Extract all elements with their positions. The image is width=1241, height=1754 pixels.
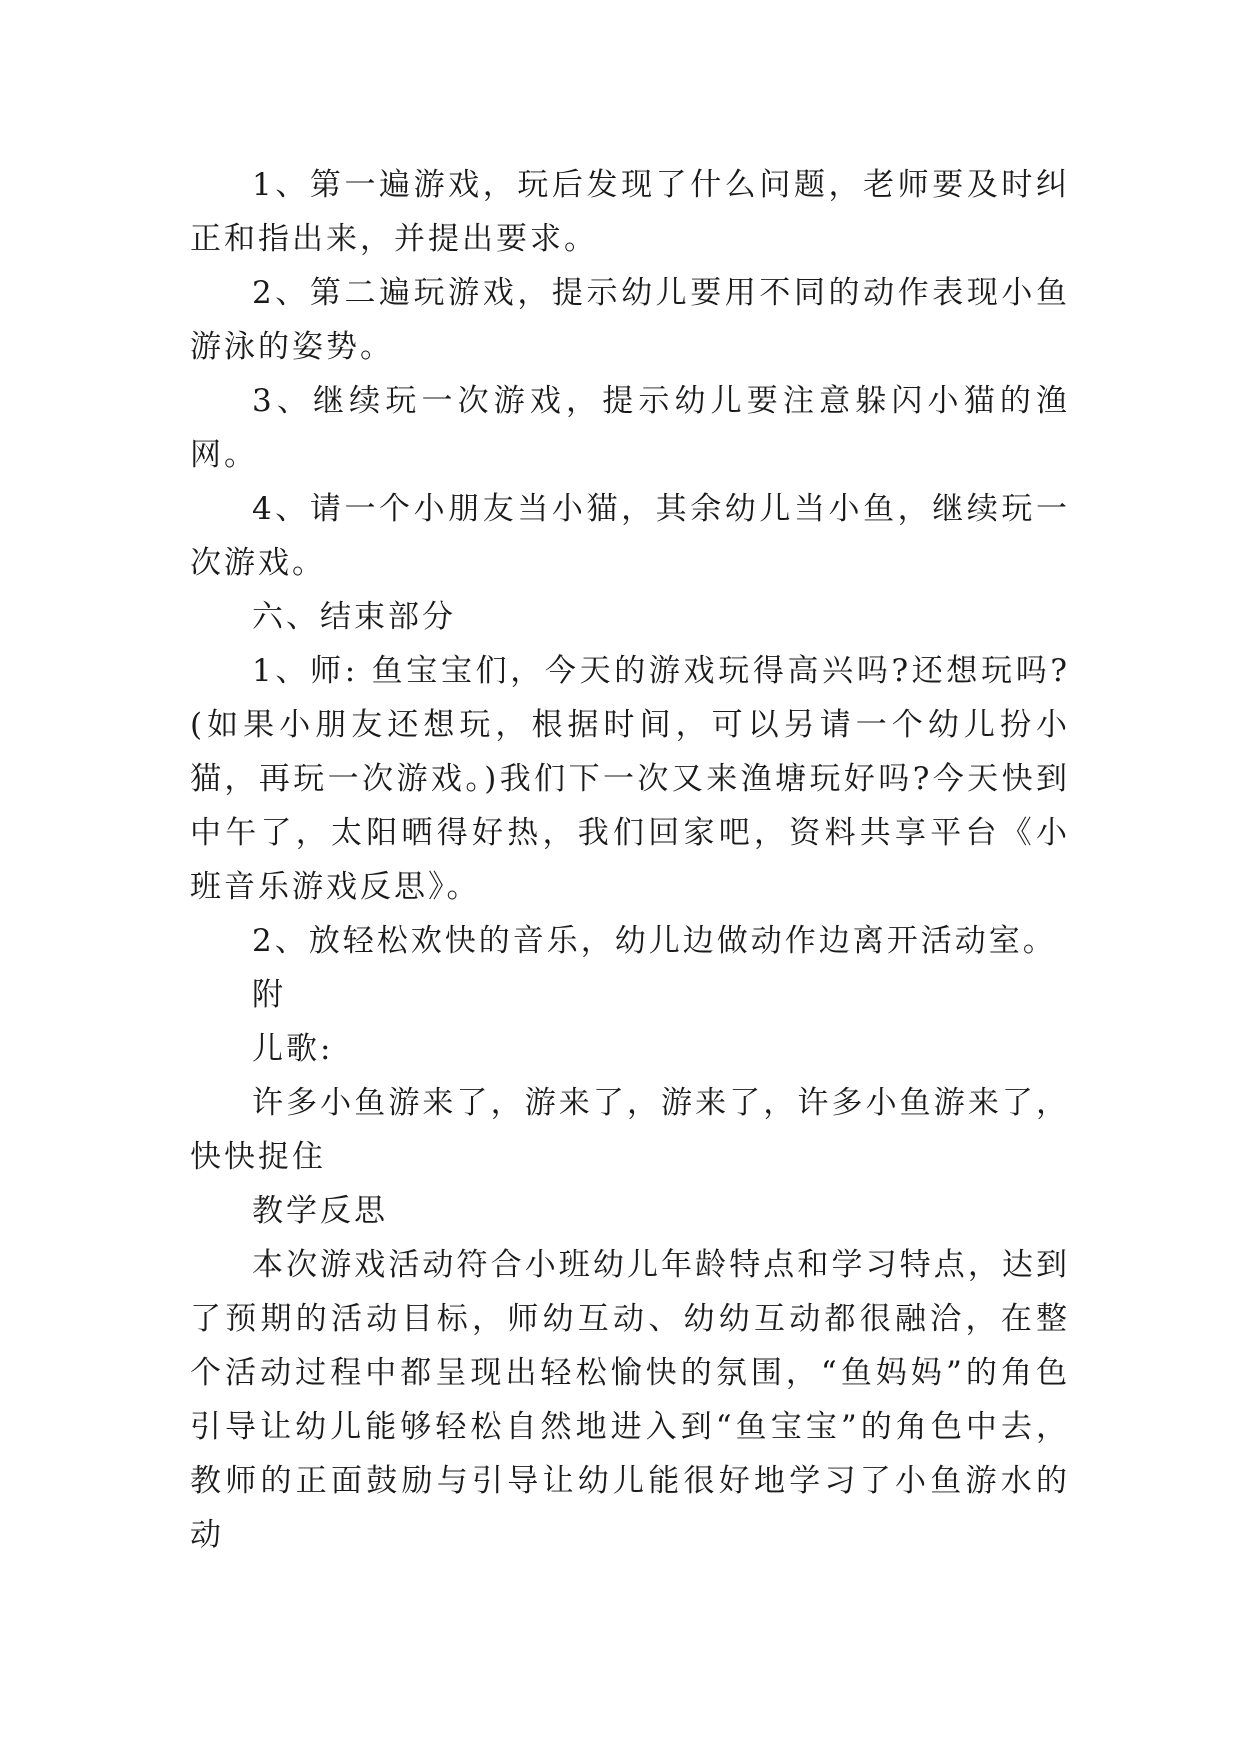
paragraph-step-1: 1、第一遍游戏，玩后发现了什么问题，老师要及时纠正和指出来，并提出要求。 [190, 167, 1070, 257]
paragraph-ending-2: 2、放轻松欢快的音乐，幼儿边做动作边离开活动室。 [252, 923, 1057, 959]
reflection-heading: 教学反思 [252, 1193, 388, 1229]
song-lyrics: 许多小鱼游来了，游来了，游来了，许多小鱼游来了，快快捉住 [190, 1085, 1070, 1175]
section-heading-ending: 六、结束部分 [252, 599, 456, 635]
paragraph-step-3: 3、继续玩一次游戏，提示幼儿要注意躲闪小猫的渔网。 [190, 383, 1070, 473]
song-heading: 儿歌: [252, 1031, 334, 1067]
paragraph-ending-1: 1、师: 鱼宝宝们，今天的游戏玩得高兴吗?还想玩吗?(如果小朋友还想玩，根据时间，可以另请一个幼儿扮小猫，再玩一次游戏。)我们下一次又来渔塘玩好吗?今天快到中午了，太阳晒得好热，我们回家吧，资料共享平台《小班音乐游戏反思》。 [190, 653, 1070, 905]
paragraph-step-4: 4、请一个小朋友当小猫，其余幼儿当小鱼，继续玩一次游戏。 [190, 491, 1070, 581]
document-body [190, 158, 1070, 1562]
appendix-label: 附 [252, 977, 286, 1013]
reflection-paragraph: 本次游戏活动符合小班幼儿年龄特点和学习特点，达到了预期的活动目标，师幼互动、幼幼互动都很融洽，在整个活动过程中都呈现出轻松愉快的氛围，“鱼妈妈”的角色引导让幼儿能够轻松自然地进入到“鱼宝宝”的角色中去，教师的正面鼓励与引导让幼儿能很好地学习了小鱼游水的动 [190, 1247, 1070, 1553]
paragraph-step-2: 2、第二遍玩游戏，提示幼儿要用不同的动作表现小鱼游泳的姿势。 [190, 275, 1070, 365]
